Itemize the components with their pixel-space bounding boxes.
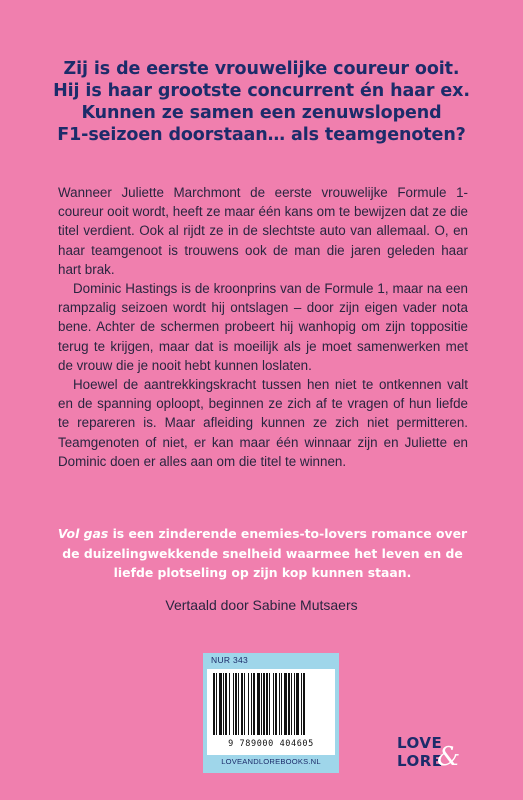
- barcode-panel: [203, 653, 339, 773]
- nur-code: NUR 343: [211, 655, 249, 665]
- blurb-paragraph: Hoewel de aantrekkingskracht tussen hen niet te ontkennen valt en de spanning oploopt, beginnen ze zich af te vragen of hun liefde te repareren is. Maar afleiding kunnen ze zich niet permitteren. Teamgenoten of niet, er kan maar één winnaar zijn en Juliette en Dominic doen er alles aan om die titel te winnen.: [58, 377, 468, 469]
- translator-credit: Vertaald door Sabine Mutsaers: [165, 597, 358, 613]
- publisher-website: LOVEANDLOREBOOKS.NL: [221, 757, 321, 766]
- logo-word-lore: LORE: [397, 752, 443, 770]
- barcode-area: [207, 669, 335, 755]
- publisher-logo: [397, 734, 461, 774]
- logo-word-love: LOVE: [397, 734, 443, 752]
- blurb-paragraph: Dominic Hastings is de kroonprins van de Formule 1, maar na een rampzalig seizoen wordt hij ontslagen – door zijn eigen vader nota bene. Achter de schermen probeert hij wanhopig om zijn toppositie terug te krijgen, maar dat is moeilijk als je moet samenwerken met de vrouw die je nooit hebt kunnen loslaten.: [58, 281, 468, 373]
- logo-ampersand: &: [437, 742, 461, 772]
- blurb-paragraph: Wanneer Juliette Marchmont de eerste vrouwelijke Formule 1-coureur ooit wordt, heeft ze maar één kans om te bewijzen dat ze die titel verdient. Ook al rijdt ze in de slechtste auto van allemaal. O, en haar teamgenoot is trouwens ook de man die jaren geleden haar hart brak.: [58, 185, 468, 277]
- isbn-number: 9 789000 404605: [228, 739, 314, 749]
- tagline-line: Hij is haar grootste concurrent én haar ex.: [53, 81, 470, 101]
- tagline-line: Zij is de eerste vrouwelijke coureur ooit.: [63, 59, 460, 79]
- tagline: [0, 58, 523, 146]
- book-title: Vol gas: [57, 526, 109, 541]
- teaser: [55, 524, 470, 583]
- tagline-line: Kunnen ze samen een zenuwslopend: [81, 103, 442, 123]
- teaser-text: is een zinderende enemies-to-lovers romance over de duizelingwekkende snelheid waarmee het leven en de liefde plotseling op zijn kop kunnen staan.: [62, 526, 468, 580]
- tagline-line: F1-seizoen doorstaan… als teamgenoten?: [57, 125, 466, 145]
- blurb-body: [58, 183, 468, 471]
- barcode-icon: [211, 673, 331, 737]
